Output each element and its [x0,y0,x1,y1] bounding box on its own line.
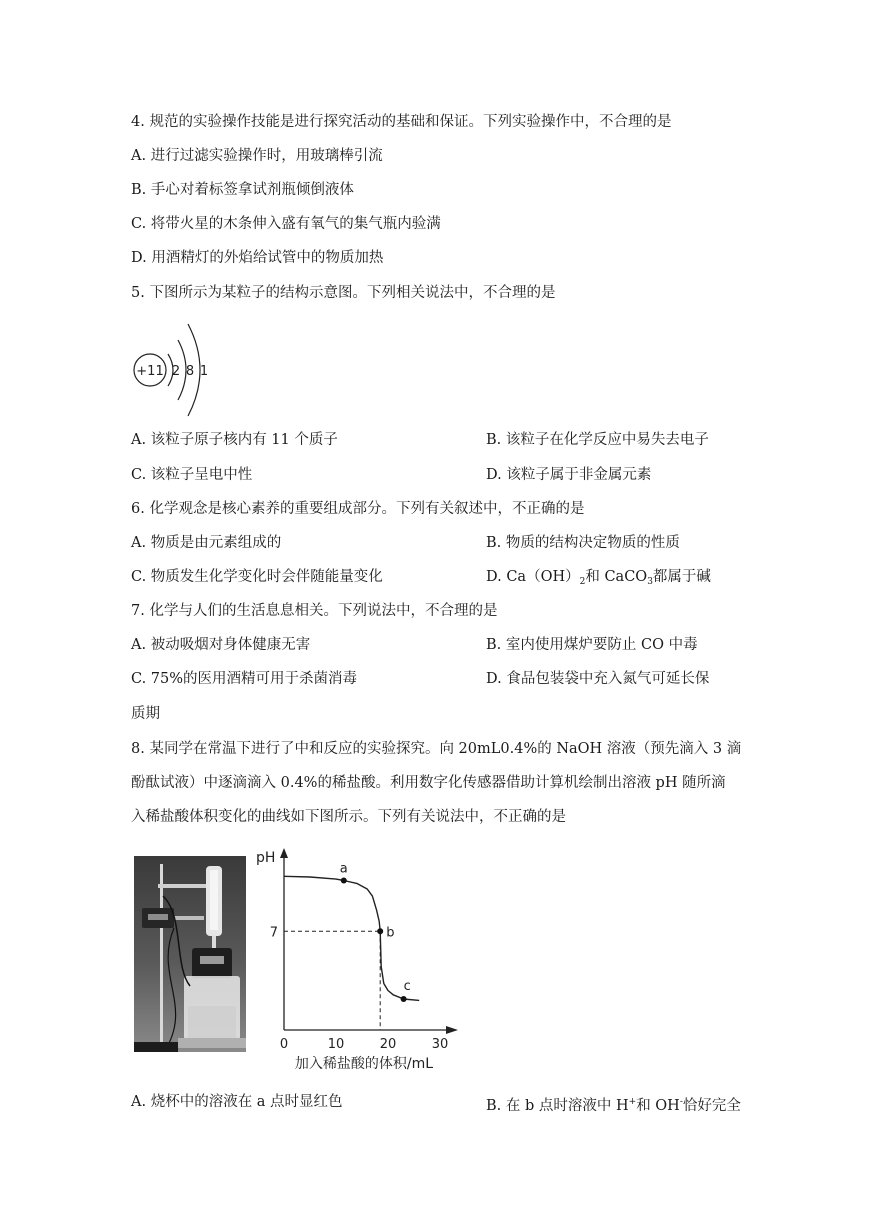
shell-3-electrons: 1 [199,364,209,379]
x-tick-label-30: 30 [431,1037,449,1052]
point-c [401,996,407,1002]
q7-option-a: A. 被动吸烟对身体健康无害 [131,637,311,653]
q5-option-d: D. 该粒子属于非金属元素 [486,467,652,483]
x-tick-label-10: 10 [327,1037,345,1052]
q4-option-b: B. 手心对着标签拿试剂瓶倾倒液体 [131,182,354,198]
q4-option-c: C. 将带火星的木条伸入盛有氧气的集气瓶内验满 [131,216,441,232]
q6-option-d: D. $Ca(OH)_2$和 CaCO$_3$都属于碱 [486,569,711,587]
x-axis-arrow [446,1026,458,1034]
point-label-a: a [339,861,348,877]
x-tick-label-20: 20 [379,1037,397,1052]
shell-1-electrons: 2 [171,364,181,379]
y-tick-label-7: 7 [269,925,278,941]
q7-option-b: B. 室内使用煤炉要防止 CO 中毒 [486,637,698,653]
point-label-b: b [386,925,395,941]
y-axis [280,848,288,1030]
q8-option-a: A. 烧杯中的溶液在 a 点时显红色 [131,1094,343,1110]
q5-option-c: C. 该粒子呈电中性 [131,467,253,483]
apparatus-photo [134,856,246,1052]
q5-option-a: A. 该粒子原子核内有 11 个质子 [131,432,338,448]
q7-option-d-continued: 质期 [131,706,160,722]
point-a [341,878,347,884]
q4-option-d: D. 用酒精灯的外焰给试管中的物质加热 [131,250,384,266]
q6-option-b: B. 物质的结构决定物质的性质 [486,535,680,551]
q5-option-b: B. 该粒子在化学反应中易失去电子 [486,432,709,448]
q8-stem-line-1: 8. 某同学在常温下进行了中和反应的实验探究。向 20mL0.4%的 NaOH 溶液（预先滴入 3 滴 [131,741,742,757]
atom-structure-diagram [128,316,228,420]
q7-option-c: C. 75%的医用酒精可用于杀菌消毒 [131,671,358,687]
nucleus-charge: +11 [136,364,164,379]
q7-option-d: D. 食品包装袋中充入氮气可延长保 [486,671,710,687]
q4-stem: 4. 规范的实验操作技能是进行探究活动的基础和保证。下列实验操作中，不合理的是 [131,114,672,130]
y-axis-label: pH [256,850,276,866]
q6-option-c: C. 物质发生化学变化时会伴随能量变化 [131,569,383,585]
q8-stem-line-2: 酚酞试液）中逐滴滴入 0.4%的稀盐酸。利用数字化传感器借助计算机绘制出溶液 pH 随所滴 [131,775,726,791]
q6-stem: 6. 化学观念是核心素养的重要组成部分。下列有关叙述中，不正确的是 [131,501,585,517]
y-axis-arrow [280,848,288,858]
x-tick-label-0: 0 [279,1037,289,1052]
x-axis [284,1026,458,1034]
point-b [377,928,383,934]
q8-stem-line-3: 入稀盐酸体积变化的曲线如下图所示。下列有关说法中，不正确的是 [131,809,566,825]
point-label-c: c [403,978,411,994]
shell-2-electrons: 8 [185,364,195,379]
ph-curve-line [284,876,419,1000]
q8-option-b: B. 在 b 点时溶液中 H+和 OH-恰好完全 [486,1097,741,1114]
ph-titration-chart [254,842,468,1074]
q5-stem: 5. 下图所示为某粒子的结构示意图。下列相关说法中，不合理的是 [131,285,556,301]
q4-option-a: A. 进行过滤实验操作时，用玻璃棒引流 [131,148,383,164]
x-axis-label: 加入稀盐酸的体积/mL [294,1056,434,1072]
q7-stem: 7. 化学与人们的生活息息相关。下列说法中，不合理的是 [131,603,498,619]
q6-option-a: A. 物质是由元素组成的 [131,535,282,551]
